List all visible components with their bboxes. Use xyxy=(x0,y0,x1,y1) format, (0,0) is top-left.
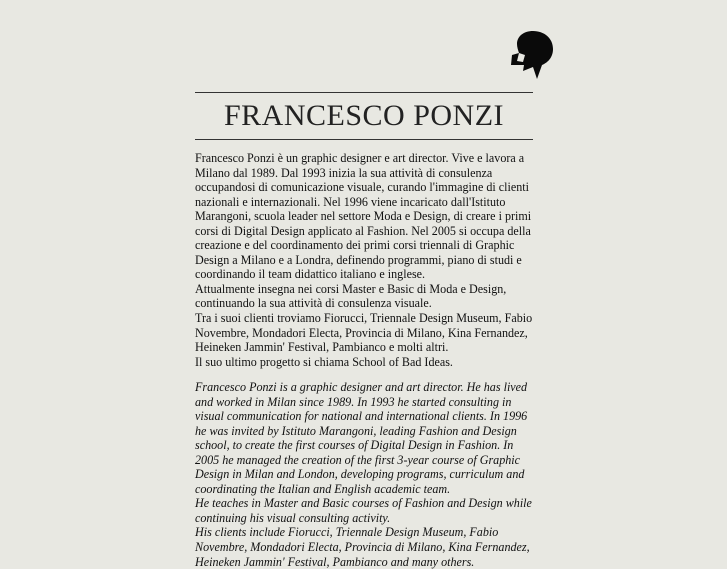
bio-it-paragraph: Attualmente insegna nei corsi Master e Basic di Moda e Design, continuando la sua attività di consulenza visuale. xyxy=(195,281,507,311)
bio-en-paragraph: Francesco Ponzi is a graphic designer and art director. He has lived and worked in Milan since 1989. In 1993 he started consulting in visual communication for national and international clients. In 1996 he was invited by Istituto Marangoni, leading Fashion and Design school, to create the first courses of Digital Design in Fashion. In 2005 he managed the creation of the first 3-year course of Graphic Design in Milan and London, developing programs, curriculum and coordinating the Italian and English academic team. xyxy=(195,380,528,496)
bio-it-paragraph: Il suo ultimo progetto si chiama School of Bad Ideas. xyxy=(195,354,453,369)
header-rule-bottom xyxy=(195,139,533,140)
bio-en-paragraph: He teaches in Master and Basic courses of Fashion and Design while continuing his visual consulting activity. xyxy=(195,496,532,525)
bio-english xyxy=(195,380,535,569)
speech-bubble-head-icon[interactable] xyxy=(509,29,555,81)
header-rule-top xyxy=(195,92,533,93)
bio-it-paragraph: Tra i suoi clienti troviamo Fiorucci, Triennale Design Museum, Fabio Novembre, Mondadori Electa, Provincia di Milano, Kina Fernandez, Heineken Jammin' Festival, Pambianco e molti altri. xyxy=(195,311,533,355)
bio-italian xyxy=(195,151,535,369)
page-title: FRANCESCO PONZI xyxy=(223,99,505,132)
bio-it-paragraph: Francesco Ponzi è un graphic designer e art director. Vive e lavora a Milano dal 1989. Dal 1993 inizia la sua attività di consulenza occupandosi di comunicazione visuale, curando l'immagine di clienti nazionali e internazionali. Nel 1996 viene incaricato dall'Istituto Marangoni, scuola leader nel settore Moda e Design, di creare i primi corsi di Digital Design applicato al Fashion. Nel 2005 si occupa della creazione e del coordinamento dei primi corsi triennali di Graphic Design a Milano e a Londra, definendo programmi, piano di studi e coordinando il team didattico italiano e inglese. xyxy=(195,151,532,282)
bio-en-paragraph: His clients include Fiorucci, Triennale Design Museum, Fabio Novembre, Mondadori Electa, Provincia di Milano, Kina Fernandez, Heineken Jammin' Festival, Pambianco and many others. xyxy=(195,525,530,569)
